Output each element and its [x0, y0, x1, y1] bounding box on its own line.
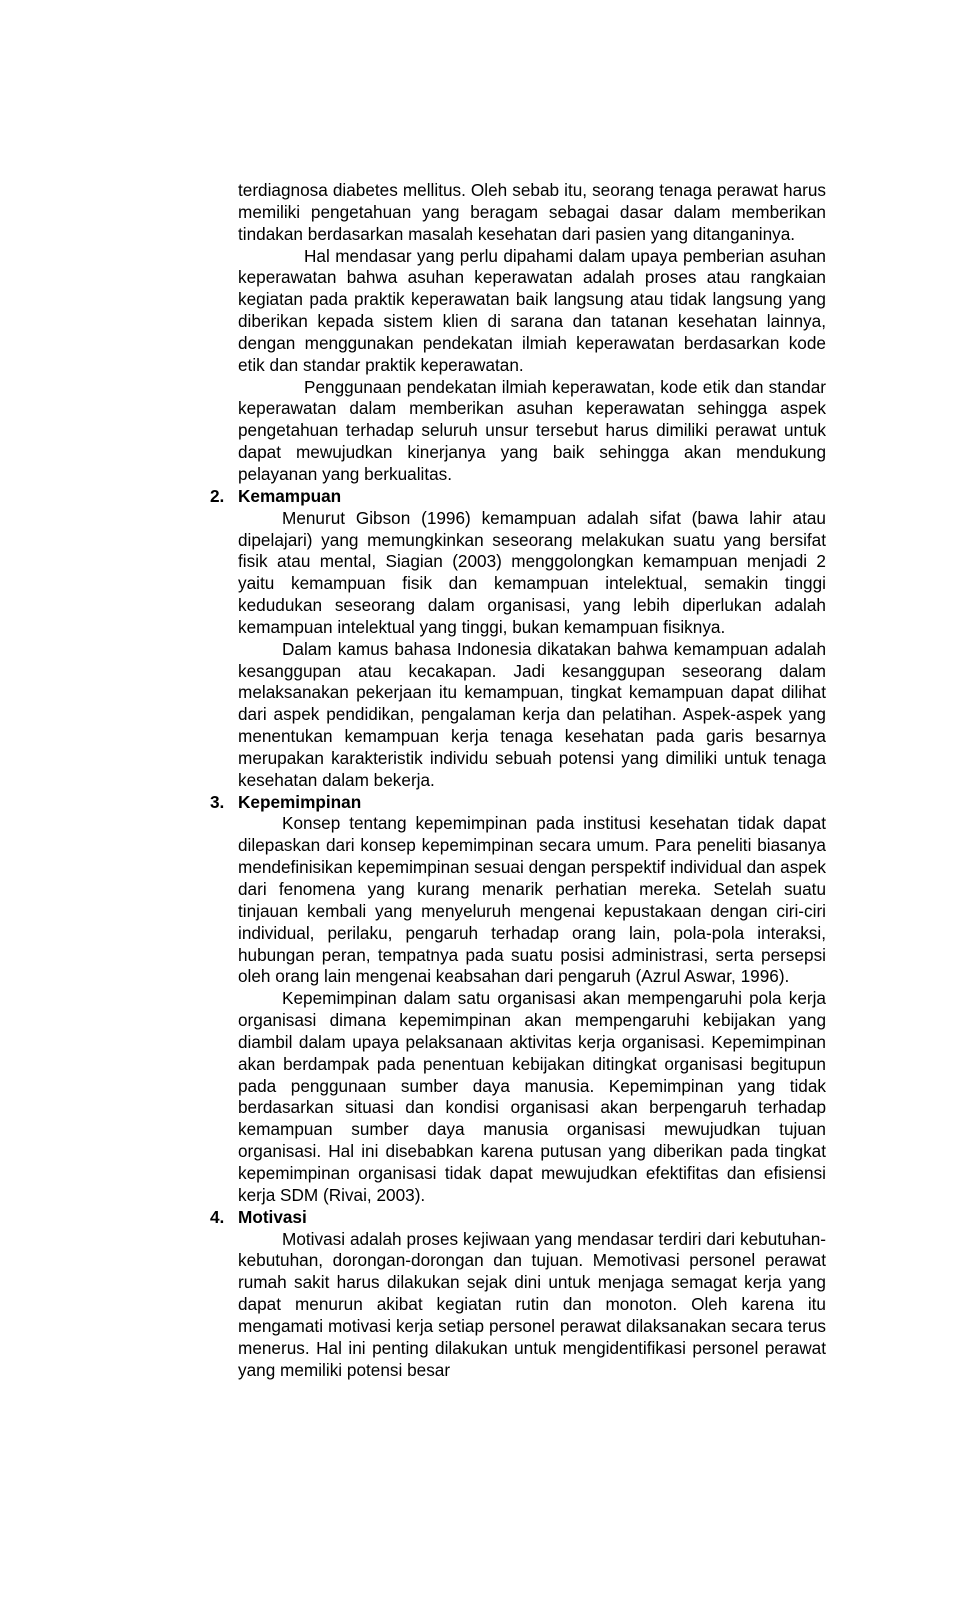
section-paragraph: Menurut Gibson (1996) kemampuan adalah sifat (bawa lahir atau dipelajari) yang memungkinkan seseorang melakukan suatu yang bersifat fisik atau mental, Siagian (2003) menggolongkan kemampuan menjadi 2 yaitu kemampuan fisik dan kemampuan intelektual, semakin tinggi kedudukan seseorang dalam organisasi, yang lebih diperlukan adalah kemampuan intelektual yang tinggi, bukan kemampuan fisiknya. — [238, 507, 826, 637]
section-heading — [210, 791, 826, 814]
section-paragraph: Dalam kamus bahasa Indonesia dikatakan bahwa kemampuan adalah kesanggupan atau kecakapan. Jadi kesanggupan seseorang dalam melaksanakan pekerjaan itu kemampuan, tingkat kemampuan dapat dilihat dari aspek pendidikan, pengalaman kerja dan pelatihan. Aspek-aspek yang menentukan kemampuan kerja tenaga kesehatan pada garis besarnya merupakan karakteristik individu sebuah potensi yang dimiliki untuk tenaga kesehatan dalam bekerja. — [238, 638, 826, 790]
section-heading — [210, 1206, 826, 1229]
intro-paragraph-1: terdiagnosa diabetes mellitus. Oleh sebab itu, seorang tenaga perawat harus memiliki pengetahuan yang beragam sebagai dasar dalam memberikan tindakan berdasarkan masalah kesehatan dari pasien yang ditanganinya. — [238, 180, 826, 244]
section-kepemimpinan — [210, 791, 826, 1207]
section-paragraph: Motivasi adalah proses kejiwaan yang mendasar terdiri dari kebutuhan-kebutuhan, dorongan-dorongan dan tujuan. Memotivasi personel perawat rumah sakit harus dilakukan sejak dini untuk menjaga semagat kerja yang dapat menurun akibat kegiatan rutin dan monoton. Oleh karena itu mengamati motivasi kerja setiap personel perawat dilaksanakan secara terus menerus. Hal ini penting dilakukan untuk mengidentifikasi personel perawat yang memiliki potensi besar — [238, 1228, 826, 1380]
section-kemampuan — [210, 485, 826, 792]
section-title: Motivasi — [238, 1206, 307, 1227]
section-title: Kemampuan — [238, 485, 342, 506]
section-number: 2. — [210, 485, 225, 506]
section-paragraph: Konsep tentang kepemimpinan pada institusi kesehatan tidak dapat dilepaskan dari konsep kepemimpinan secara umum. Para peneliti biasanya mendefinisikan kepemimpinan sesuai dengan perspektif individual dan aspek dari fenomena yang kurang menarik perhatian mereka. Setelah suatu tinjauan kembali yang menyeluruh mengenai kepustakaan dengan ciri-ciri individual, perilaku, pengaruh terhadap orang lain, pola-pola interaksi, hubungan peran, tempatnya pada suatu posisi administrasi, serta persepsi oleh orang lain mengenai keabsahan dari pengaruh (Azrul Aswar, 1996). — [238, 813, 826, 987]
section-paragraph: Kepemimpinan dalam satu organisasi akan mempengaruhi pola kerja organisasi dimana kepemimpinan akan mempengaruhi kebijakan yang diambil dalam upaya pelaksanaan aktivitas kerja organisasi. Kepemimpinan akan berdampak pada penentuan kebijakan ditingkat organisasi begitupun pada penggunaan sumber daya manusia. Kepemimpinan yang tidak berdasarkan situasi dan kondisi organisasi akan berpengaruh terhadap kemampuan sumber daya manusia organisasi mewujudkan tujuan organisasi. Hal ini disebabkan karena putusan yang diberikan pada tingkat kepemimpinan organisasi tidak dapat mewujudkan efektifitas dan efisiensi kerja SDM (Rivai, 2003). — [238, 988, 826, 1205]
intro-paragraph-2: Hal mendasar yang perlu dipahami dalam upaya pemberian asuhan keperawatan bahwa asuhan keperawatan adalah proses atau rangkaian kegiatan pada praktik keperawatan baik langsung atau tidak langsung yang diberikan kepada sistem klien di sarana dan tatanan kesehatan lainnya, dengan menggunakan pendekatan ilmiah keperawatan berdasarkan kode etik dan standar praktik keperawatan. — [238, 245, 826, 375]
section-number: 4. — [210, 1206, 225, 1227]
intro-paragraph-3: Penggunaan pendekatan ilmiah keperawatan, kode etik dan standar keperawatan dalam memberikan asuhan keperawatan sehingga aspek pengetahuan terhadap seluruh unsur tersebut harus dimiliki perawat untuk dapat mewujudkan kinerjanya yang baik sehingga akan mendukung pelayanan yang berkualitas. — [238, 376, 826, 484]
section-heading — [210, 485, 826, 508]
section-title: Kepemimpinan — [238, 791, 362, 812]
section-motivasi — [210, 1206, 826, 1382]
section-number: 3. — [210, 791, 225, 812]
body-text — [210, 180, 826, 1381]
